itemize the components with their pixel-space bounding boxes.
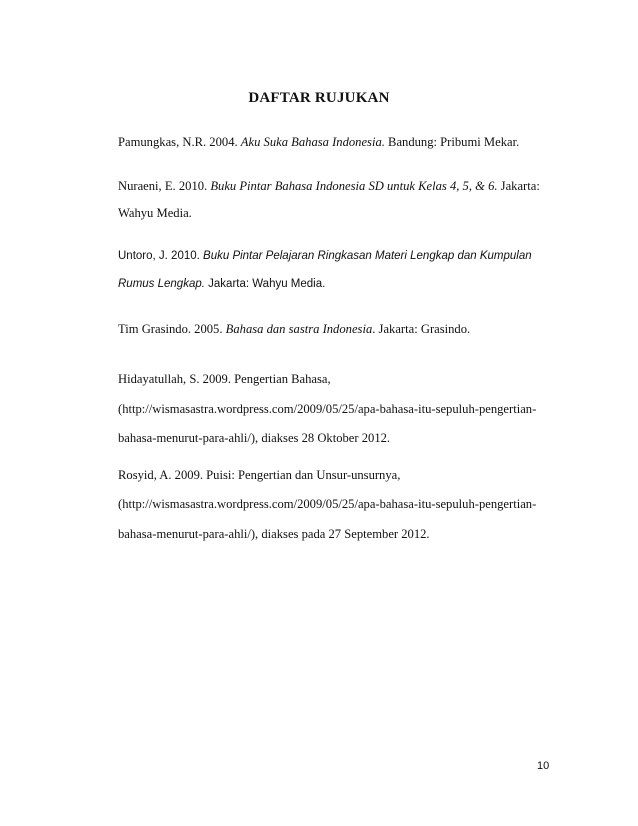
reference-text: Rosyid, A. 2009. Puisi: Pengertian dan Unsur-unsurnya,: [118, 468, 401, 482]
reference-line: [118, 276, 325, 292]
reference-line: [118, 430, 390, 446]
reference-line: [118, 178, 540, 194]
reference-title: Aku Suka Bahasa Indonesia.: [240, 135, 385, 149]
reference-line: [118, 401, 536, 417]
reference-line: [118, 526, 430, 542]
reference-text: Tim Grasindo. 2005.: [118, 322, 226, 336]
reference-line: [118, 467, 400, 483]
reference-line: [118, 321, 470, 337]
reference-text: Pamungkas, N.R. 2004.: [118, 135, 241, 149]
reference-line: [118, 248, 532, 264]
reference-url: bahasa-menurut-para-ahli/), diakses pada 27 September 2012.: [118, 527, 430, 541]
reference-title: Buku Pintar Bahasa Indonesia SD untuk Kelas 4, 5, & 6.: [210, 179, 498, 193]
reference-url: (http://wismasastra.wordpress.com/2009/05/25/apa-bahasa-itu-sepuluh-pengertian-: [118, 497, 537, 511]
reference-text: Nuraeni, E. 2010.: [118, 179, 211, 193]
reference-line: [118, 134, 519, 150]
reference-url: bahasa-menurut-para-ahli/), diakses 28 Oktober 2012.: [118, 431, 391, 445]
page-title: DAFTAR RUJUKAN: [248, 90, 390, 106]
reference-text: Hidayatullah, S. 2009. Pengertian Bahasa,: [118, 372, 331, 386]
reference-line: [118, 371, 331, 387]
reference-title: Rumus Lengkap.: [118, 278, 205, 290]
reference-text: Jakarta:: [497, 179, 540, 193]
reference-text: Untoro, J. 2010.: [118, 250, 204, 262]
reference-text: Jakarta: Wahyu Media.: [204, 278, 326, 290]
reference-text: Bandung: Pribumi Mekar.: [384, 135, 520, 149]
reference-title: Buku Pintar Pelajaran Ringkasan Materi Lengkap dan Kumpulan: [203, 250, 532, 262]
reference-text: Wahyu Media.: [118, 206, 192, 220]
reference-line: [118, 205, 192, 221]
reference-text: . Jakarta: Grasindo.: [372, 322, 471, 336]
reference-title: Bahasa dan sastra Indonesia: [225, 322, 373, 336]
reference-url: (http://wismasastra.wordpress.com/2009/05/25/apa-bahasa-itu-sepuluh-pengertian-: [118, 402, 537, 416]
page-number: 10: [537, 760, 550, 772]
reference-line: [118, 496, 536, 512]
